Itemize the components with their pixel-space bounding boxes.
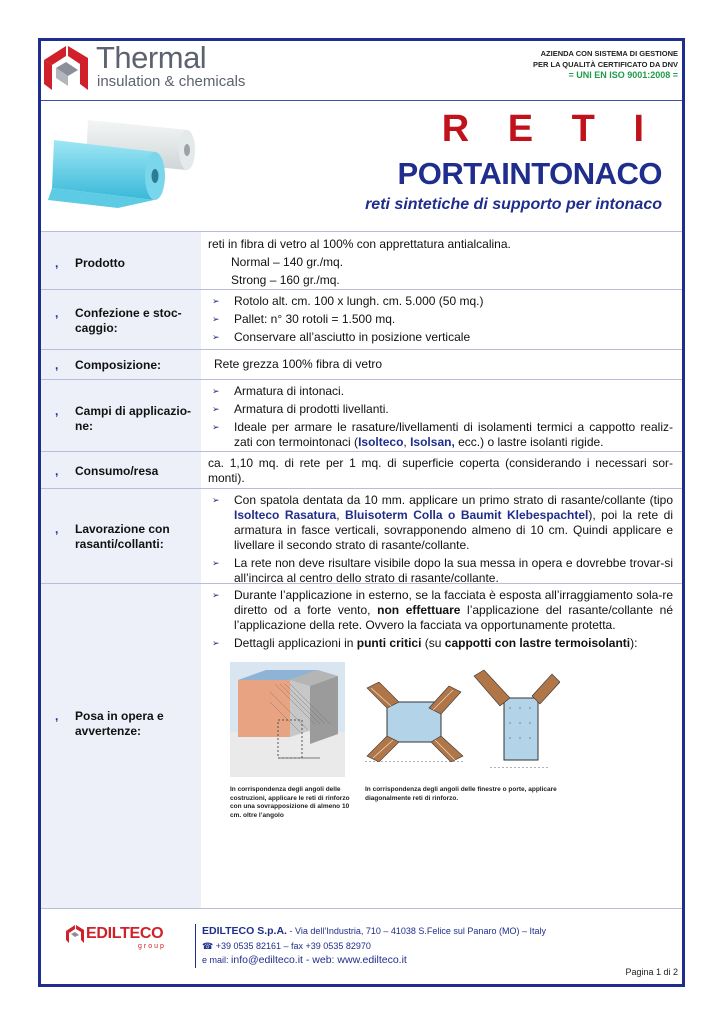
campi-item (208, 420, 673, 450)
page-number: Pagina 1 di 2 (625, 967, 678, 977)
row-label-cell (41, 489, 201, 584)
posa-cappotti: cappotti con lastre termoisolanti (444, 636, 631, 650)
footer-divider (41, 908, 682, 909)
corner-reinforcement-figure (230, 662, 345, 777)
brand-subtitle: insulation & chemicals (97, 73, 246, 90)
footer-contacts (195, 924, 546, 968)
prodotto-desc: reti in fibra di vetro al 100% con apprettatura antialcalina. (208, 237, 511, 251)
web-link[interactable]: www.edilteco.it (337, 954, 407, 966)
email-link[interactable]: info@edilteco.it (231, 954, 303, 966)
thermal-logo-icon (44, 46, 88, 90)
posa-text: Durante l’applicazione in esterno, se la facciata è esposta all’irraggiamento sola-re diretto od a forte vento, (234, 588, 673, 617)
label-confezione: Confezione e stoc-caggio: (75, 306, 182, 335)
email-label: e mail: (202, 955, 232, 965)
value-confezione (208, 294, 673, 348)
posa-text: Dettagli applicazioni in (234, 636, 357, 650)
quality-certification (533, 48, 678, 81)
prodotto-normal: Normal – 140 gr./mq. (231, 255, 344, 269)
row-bullet: , (55, 306, 59, 320)
row-label-cell (41, 584, 201, 909)
lavorazione-text: Con spatola dentata da 10 mm. applicare un primo strato di rasante/collante (tipo (234, 493, 673, 507)
title-portaintonaco: PORTAINTONACO (397, 156, 662, 191)
value-campi (208, 384, 673, 453)
campi-text: Ideale per armare le rasature/livellamenti di isolamenti termici a cappotto realiz-zati con termointonaci ( (234, 420, 673, 449)
row-bullet: , (55, 256, 59, 270)
label-prodotto: Prodotto (75, 256, 125, 270)
edilteco-logo (66, 921, 176, 957)
lavorazione-item (208, 493, 673, 553)
row-posa (41, 583, 682, 909)
edilteco-group: group (138, 943, 166, 950)
footer-address-line (202, 924, 546, 939)
product-isolteco-rasatura: Isolteco Rasatura (234, 508, 337, 522)
edilteco-logo-icon (66, 925, 84, 943)
row-label-cell (41, 380, 201, 452)
posa-item (208, 636, 673, 651)
row-bullet: , (55, 522, 59, 536)
campi-text-end: ecc.) o lastre isolanti rigide. (454, 435, 604, 449)
cert-line-2: PER LA QUALITÀ CERTIFICATO DA DNV (533, 60, 678, 69)
caption-window: In corrispondenza degli angoli delle finestre o porte, applicare diagonalmente reti di rinforzo. (365, 786, 557, 802)
brand-name: Thermal (96, 40, 207, 75)
title-subtitle: reti sintetiche di supporto per intonaco (365, 196, 662, 213)
row-bullet: , (55, 464, 59, 478)
header-divider (41, 100, 682, 101)
cert-iso: = UNI EN ISO 9001:2008 = (568, 70, 678, 80)
row-confezione (41, 289, 682, 350)
posa-text-end: ): (630, 636, 638, 650)
label-campi: Campi di applicazio-ne: (75, 404, 192, 433)
separator: , (403, 435, 411, 449)
row-label-cell (41, 452, 201, 489)
web-label: - web: (302, 954, 338, 966)
footer-phone: ☎ +39 0535 82161 – fax +39 0535 82970 (202, 940, 371, 951)
row-bullet: , (55, 709, 59, 723)
posa-text: (su (421, 636, 445, 650)
product-isolteco: Isolteco (358, 435, 404, 449)
confezione-item: ➢ Rotolo alt. cm. 100 x lungh. cm. 5.000 (50 mq.) (208, 294, 673, 309)
prodotto-strong: Strong – 160 gr./mq. (231, 273, 340, 287)
company-name: EDILTECO S.p.A. (202, 925, 287, 937)
value-lavorazione (208, 493, 673, 589)
cert-line-1: AZIENDA CON SISTEMA DI GESTIONE (540, 49, 678, 58)
window-reinforcement-figure (365, 682, 465, 762)
mesh-rolls-image (48, 108, 198, 213)
row-consumo (41, 451, 682, 489)
row-lavorazione (41, 488, 682, 584)
confezione-item: ➢ Pallet: n° 30 rotoli = 1.500 mq. (208, 312, 673, 327)
value-composizione: Rete grezza 100% fibra di vetro (214, 357, 383, 371)
posa-item (208, 588, 673, 633)
posa-warning: non effettuare (377, 603, 461, 617)
label-composizione: Composizione: (75, 358, 161, 372)
posa-critical-points: punti critici (356, 636, 422, 650)
posa-text-end: l’applicazione del rasante/collante né l’applicazione della rete. Ovvero la facciata va opportunamente protetta. (234, 603, 673, 632)
value-prodotto (208, 237, 673, 291)
caption-corner: In corrispondenza degli angoli delle costruzioni, applicare le reti di rinforzo con una sovrapposizione di almeno 10 cm. oltre l’angolo (230, 786, 350, 819)
product-isolsan: Isolsan, (410, 435, 455, 449)
row-prodotto (41, 231, 682, 290)
company-address: - Via dell’Industria, 710 – 41038 S.Felice sul Panaro (MO) – Italy (286, 926, 546, 936)
product-bluisoterm: Bluisoterm Colla o Baumit Klebespachtel (345, 508, 589, 522)
footer-web-line (202, 953, 546, 968)
label-lavorazione: Lavorazione con rasanti/collanti: (75, 522, 170, 551)
campi-item: ➢ Armatura di prodotti livellanti. (208, 402, 673, 417)
row-bullet: , (55, 404, 59, 418)
row-label-cell (41, 290, 201, 350)
reveal-reinforcement-figure (470, 668, 560, 768)
edilteco-name: EDILTECO (86, 925, 164, 942)
value-posa (208, 588, 673, 654)
row-composizione (41, 349, 682, 380)
label-consumo: Consumo/resa (75, 464, 159, 478)
row-label-cell (41, 350, 201, 380)
confezione-item: ➢ Conservare all’asciutto in posizione verticale (208, 330, 673, 345)
row-bullet: , (55, 358, 59, 372)
campi-item: ➢ Armatura di intonaci. (208, 384, 673, 399)
title-reti: R E T I (441, 108, 658, 150)
value-consumo: ca. 1,10 mq. di rete per 1 mq. di superficie coperta (considerando i necessari sor-monti). (208, 456, 673, 485)
thermal-logo (44, 40, 254, 96)
row-campi (41, 379, 682, 452)
lavorazione-text-end: ), poi la rete di armatura in fasce verticali, sovrapponendo almeno di 10 cm. Quindi applicare e livellare il secondo strato di rasante/collante. (234, 508, 674, 552)
label-posa: Posa in opera e avvertenze: (75, 709, 164, 738)
row-label-cell (41, 232, 201, 290)
separator: , (336, 508, 346, 522)
lavorazione-item: ➢ La rete non deve risultare visibile dopo la sua messa in opera e dovrebbe trovar-si all’incirca al centro dello strato di rasante/collante. (208, 556, 673, 586)
